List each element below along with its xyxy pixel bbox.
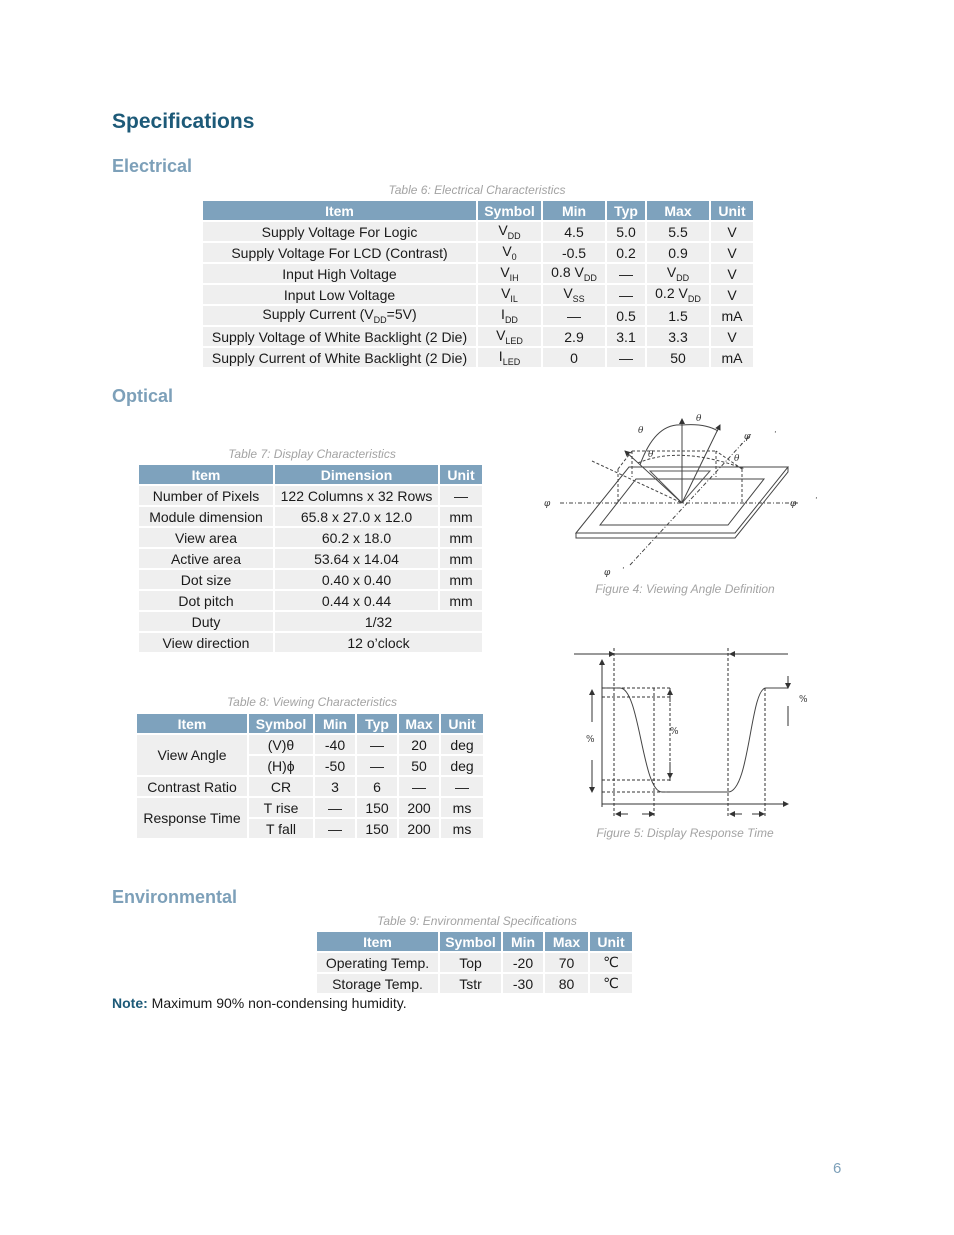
table-row: [139, 549, 482, 568]
table-row: [203, 306, 753, 325]
col-header: Min: [503, 932, 543, 951]
cell-min: -20: [503, 953, 543, 972]
col-header: Item: [203, 201, 476, 220]
cell-typ: 150: [357, 798, 397, 817]
section-heading-electrical: Electrical: [112, 156, 193, 176]
cell-item: Number of Pixels: [139, 486, 273, 505]
col-header: Item: [137, 714, 247, 733]
cell-typ: 150: [357, 819, 397, 838]
phi-label: φ: [604, 568, 611, 578]
cell-min: 2.9: [543, 327, 605, 346]
cell-max: 50: [647, 348, 709, 367]
col-header: Typ: [357, 714, 397, 733]
cell-unit: V: [711, 327, 753, 346]
cell-unit: mm: [440, 528, 482, 547]
cell-dimension: 0.44 x 0.44: [275, 591, 438, 610]
col-header: Max: [399, 714, 439, 733]
col-header: Symbol: [478, 201, 541, 220]
response-curve: [602, 688, 788, 792]
cell-dimension: 1/32: [275, 612, 482, 631]
cell-typ: 0.5: [607, 306, 645, 325]
cell-typ: —: [607, 285, 645, 304]
col-header: Min: [315, 714, 355, 733]
cell-typ: —: [607, 264, 645, 283]
table-row: [317, 974, 632, 993]
table-row: [139, 591, 482, 610]
table-row: [203, 222, 753, 241]
section-heading-environmental: Environmental: [112, 887, 238, 907]
table-row: [203, 243, 753, 262]
cell-unit: V: [711, 243, 753, 262]
theta-label: θ: [638, 426, 644, 436]
cell-symbol: $V_0$: [478, 243, 541, 262]
cell-min: 3: [315, 777, 355, 796]
dot-mark: ·: [774, 428, 777, 438]
table-row: [139, 633, 482, 652]
cell-item: View Angle: [137, 735, 247, 775]
cell-item: Supply Voltage For LCD (Contrast): [203, 243, 476, 262]
cell-min: 0.8 $V_{DD}$: [543, 264, 605, 283]
cell-item: Input Low Voltage: [203, 285, 476, 304]
cell-symbol: Tstr: [440, 974, 501, 993]
cell-max: 3.3: [647, 327, 709, 346]
cell-symbol: CR: [249, 777, 313, 796]
theta-label: θ: [696, 414, 702, 424]
cell-item: Supply Voltage of White Backlight (2 Die): [203, 327, 476, 346]
cell-min: -40: [315, 735, 355, 754]
cell-dimension: 53.64 x 14.04: [275, 549, 438, 568]
col-header: Max: [545, 932, 588, 951]
cell-item: Supply Voltage For Logic: [203, 222, 476, 241]
table-row: [139, 570, 482, 589]
cell-max: 80: [545, 974, 588, 993]
humidity-note: [112, 995, 407, 1011]
view-ray-left: [625, 451, 682, 503]
cell-item: Storage Temp.: [317, 974, 438, 993]
cell-min: —: [543, 306, 605, 325]
cell-symbol: $V_{DD}$: [478, 222, 541, 241]
cell-symbol: $V_{IL}$: [478, 285, 541, 304]
cell-item: Duty: [139, 612, 273, 631]
theta-arc-left: [640, 425, 682, 465]
cell-symbol: (V)θ: [249, 735, 313, 754]
cell-dimension: 65.8 x 27.0 x 12.0: [275, 507, 438, 526]
table-row: [203, 264, 753, 283]
theta-arc-right: [682, 425, 718, 431]
viewing-angle-diagram: [530, 405, 830, 580]
percent-label: %: [799, 695, 808, 705]
cell-min: —: [315, 798, 355, 817]
viewing-characteristics-table: [135, 712, 485, 840]
cell-dimension: 60.2 x 18.0: [275, 528, 438, 547]
theta-label: θ: [648, 450, 654, 460]
cell-symbol: Top: [440, 953, 501, 972]
col-header: Dimension: [275, 465, 438, 484]
cell-min: 0: [543, 348, 605, 367]
electrical-table: [201, 199, 755, 369]
phi-label: φ: [790, 499, 797, 509]
table-row: [317, 953, 632, 972]
col-header: Item: [139, 465, 273, 484]
cell-typ: 0.2: [607, 243, 645, 262]
cell-item: View area: [139, 528, 273, 547]
cell-symbol: (H)ϕ: [249, 756, 313, 775]
cell-symbol: $I_{LED}$: [478, 348, 541, 367]
cell-min: —: [315, 819, 355, 838]
cell-item: Response Time: [137, 798, 247, 838]
cell-unit: mA: [711, 306, 753, 325]
note-label: Note:: [112, 995, 148, 1011]
cell-max: 200: [399, 798, 439, 817]
table-row: [137, 735, 483, 754]
cell-symbol: T fall: [249, 819, 313, 838]
col-header: Unit: [441, 714, 483, 733]
table-row: [137, 798, 483, 817]
table-row: [137, 777, 483, 796]
theta-label: θ: [734, 454, 740, 464]
col-header: Unit: [440, 465, 482, 484]
cell-symbol: $V_{LED}$: [478, 327, 541, 346]
page-number: 6: [833, 1160, 842, 1177]
cell-dimension: 12 o’clock: [275, 633, 482, 652]
cell-typ: —: [357, 756, 397, 775]
cell-max: 70: [545, 953, 588, 972]
table8-caption: Table 8: Viewing Characteristics: [226, 695, 398, 709]
table-row: [139, 528, 482, 547]
cell-typ: 6: [357, 777, 397, 796]
page-title: Specifications: [112, 110, 255, 133]
col-header: Symbol: [249, 714, 313, 733]
table-row: [203, 327, 753, 346]
cell-min: $V_{SS}$: [543, 285, 605, 304]
cell-symbol: $V_{IH}$: [478, 264, 541, 283]
cell-unit: V: [711, 264, 753, 283]
dot-mark: ·: [740, 440, 743, 450]
triangle-face: [650, 471, 710, 503]
cell-item: Input High Voltage: [203, 264, 476, 283]
table-row: [139, 486, 482, 505]
cell-max: —: [399, 777, 439, 796]
response-time-diagram: [570, 642, 810, 822]
cell-unit: V: [711, 285, 753, 304]
environmental-table: [315, 930, 634, 995]
cell-item: Dot size: [139, 570, 273, 589]
cell-item: View direction: [139, 633, 273, 652]
cell-max: 5.5: [647, 222, 709, 241]
cell-max: 200: [399, 819, 439, 838]
cell-symbol: $I_{DD}$: [478, 306, 541, 325]
cell-unit: —: [440, 486, 482, 505]
cell-unit: —: [441, 777, 483, 796]
cell-item: Module dimension: [139, 507, 273, 526]
cell-typ: 3.1: [607, 327, 645, 346]
cell-item: Supply Current of White Backlight (2 Die): [203, 348, 476, 367]
cell-unit: ℃: [590, 974, 632, 993]
percent-label: %: [670, 727, 679, 737]
percent-label: %: [586, 735, 595, 745]
cell-unit: ms: [441, 798, 483, 817]
table6-caption: Table 6: Electrical Characteristics: [388, 183, 566, 197]
table-row: [139, 507, 482, 526]
dot-mark: ·: [815, 494, 818, 504]
view-ray-right: [682, 425, 720, 503]
table7-caption: Table 7: Display Characteristics: [228, 447, 396, 461]
cell-min: -30: [503, 974, 543, 993]
cell-item: Dot pitch: [139, 591, 273, 610]
col-header: Max: [647, 201, 709, 220]
cell-item: Contrast Ratio: [137, 777, 247, 796]
cell-unit: deg: [441, 756, 483, 775]
note-text: Maximum 90% non-condensing humidity.: [147, 995, 407, 1011]
table-row: [203, 348, 753, 367]
table-row: [203, 285, 753, 304]
cell-item: Operating Temp.: [317, 953, 438, 972]
cell-symbol: T rise: [249, 798, 313, 817]
col-header: Unit: [711, 201, 753, 220]
cell-min: 4.5: [543, 222, 605, 241]
cell-max: 20: [399, 735, 439, 754]
cell-unit: ℃: [590, 953, 632, 972]
col-header: Item: [317, 932, 438, 951]
cell-max: $V_{DD}$: [647, 264, 709, 283]
table9-caption: Table 9: Environmental Specifications: [377, 914, 577, 928]
cell-max: 50: [399, 756, 439, 775]
cell-typ: 5.0: [607, 222, 645, 241]
cell-unit: mm: [440, 570, 482, 589]
col-header: Symbol: [440, 932, 501, 951]
cell-unit: mm: [440, 507, 482, 526]
dashed-box: [618, 451, 742, 504]
col-header: Unit: [590, 932, 632, 951]
section-heading-optical: Optical: [112, 386, 174, 406]
table-row: [139, 612, 482, 631]
cell-typ: —: [357, 735, 397, 754]
phi-label: φ: [744, 432, 751, 442]
cell-item: Supply Current $(V_{DD}=5V)$: [203, 306, 476, 325]
cell-item: Active area: [139, 549, 273, 568]
display-characteristics-table: [137, 463, 484, 654]
cell-typ: —: [607, 348, 645, 367]
col-header: Typ: [607, 201, 645, 220]
cell-max: 1.5: [647, 306, 709, 325]
cell-min: -50: [315, 756, 355, 775]
figure4-caption: Figure 4: Viewing Angle Definition: [595, 582, 775, 596]
cell-max: 0.2 $V_{DD}$: [647, 285, 709, 304]
cell-min: -0.5: [543, 243, 605, 262]
cell-unit: mm: [440, 549, 482, 568]
col-header: Min: [543, 201, 605, 220]
cell-unit: ms: [441, 819, 483, 838]
cell-dimension: 0.40 x 0.40: [275, 570, 438, 589]
cell-unit: mA: [711, 348, 753, 367]
cell-unit: deg: [441, 735, 483, 754]
figure5-caption: Figure 5: Display Response Time: [596, 826, 774, 840]
cell-dimension: 122 Columns x 32 Rows: [275, 486, 438, 505]
cell-unit: mm: [440, 591, 482, 610]
cell-unit: V: [711, 222, 753, 241]
cell-max: 0.9: [647, 243, 709, 262]
phi-label: φ: [544, 499, 551, 509]
dot-mark: ·: [622, 564, 625, 574]
